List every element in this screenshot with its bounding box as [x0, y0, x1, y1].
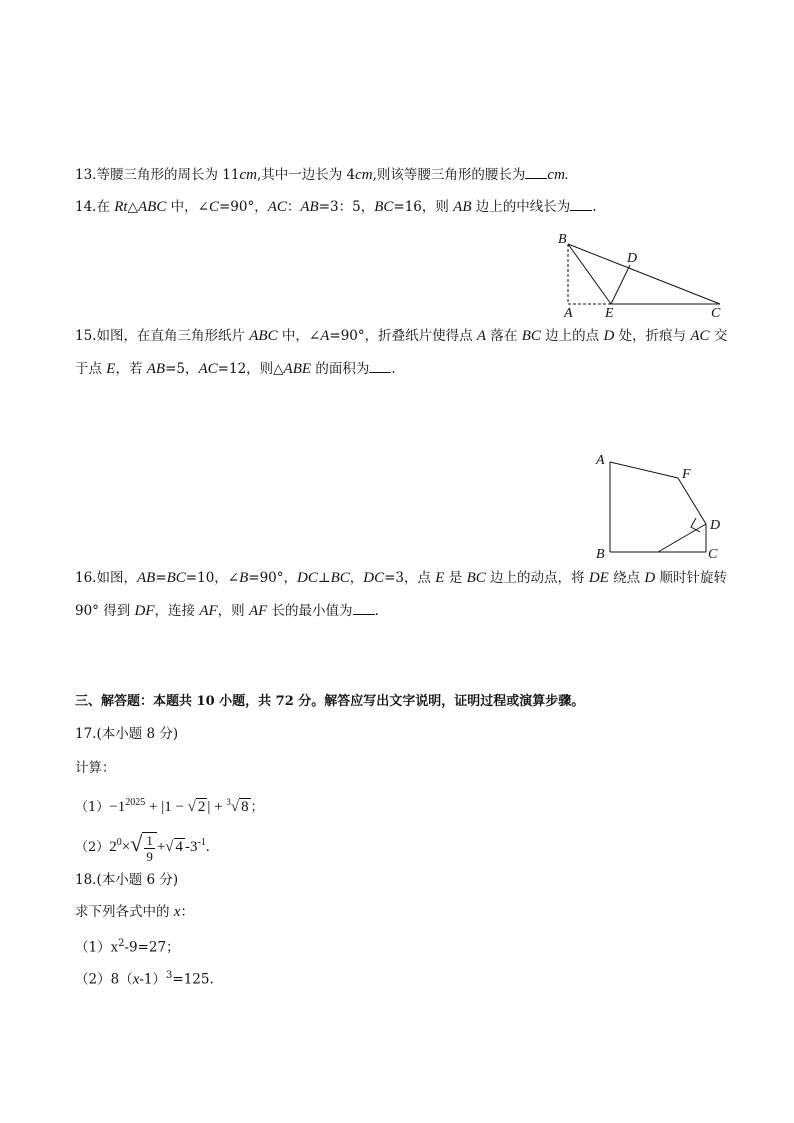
- answer-blank[interactable]: [525, 164, 547, 179]
- q14-text: =3：5，: [318, 199, 375, 215]
- q18-var: x: [173, 904, 181, 920]
- expr: -1）: [139, 971, 167, 988]
- question-15-line-1: [75, 326, 727, 346]
- fraction: [142, 832, 157, 864]
- q16-text: =: [155, 570, 167, 586]
- expr: =125.: [172, 971, 214, 988]
- q15-text: 15.如图，在直角三角形纸片: [75, 328, 250, 344]
- q14-text: =16，则: [393, 199, 454, 215]
- q16-text: 边上的动点，将: [485, 570, 589, 586]
- q15-text: 落在: [486, 328, 522, 344]
- segment-af: [610, 462, 678, 478]
- question-15-line-2: [75, 358, 396, 379]
- label-b: B: [558, 232, 567, 247]
- q16-var: DC: [363, 570, 385, 586]
- q16-text: 顺时针旋转: [655, 570, 728, 586]
- exponent: 2: [118, 938, 125, 949]
- q14-var: BC: [374, 199, 394, 215]
- radicand: 8: [241, 799, 249, 815]
- q14-var: AC: [267, 199, 287, 215]
- sqrt-symbol: √: [130, 831, 143, 856]
- q14-text: .: [592, 199, 597, 215]
- q16-var: E: [435, 570, 445, 586]
- question-18-part-2: [75, 966, 214, 990]
- segment-de: [611, 265, 630, 304]
- expr: +: [156, 839, 166, 855]
- q15-var: A: [476, 328, 487, 344]
- label-c: C: [711, 306, 721, 320]
- q16-var: B: [239, 570, 249, 586]
- expr: | +: [207, 799, 227, 815]
- question-17-prompt: 计算：: [75, 760, 116, 776]
- question-18-prompt: [75, 902, 194, 922]
- q16-var: DF: [134, 603, 155, 619]
- answer-blank[interactable]: [570, 196, 592, 211]
- section-3-heading: 三、解答题：本题共 10 小题，共 72 分。解答应写出文字说明，证明过程或演算步骤。: [75, 694, 585, 709]
- q15-text: 于点: [75, 361, 107, 377]
- label-b: B: [596, 547, 605, 562]
- q15-text: 交: [709, 328, 728, 344]
- q18-text: 求下列各式中的: [75, 904, 174, 920]
- q16-text: =10，∠: [185, 570, 240, 586]
- q16-var: BC: [330, 570, 350, 586]
- q13-unit: cm: [239, 167, 257, 183]
- q16-var: DE: [588, 570, 609, 586]
- q13-text: ,其中一边长为 4: [256, 167, 356, 183]
- q15-var: E: [106, 361, 116, 377]
- q14-text: ：: [286, 199, 301, 215]
- sqrt-symbol: √: [230, 799, 240, 815]
- expr: -9=27；: [124, 939, 180, 956]
- q18-var: x: [132, 971, 140, 988]
- q16-text: ，则: [217, 603, 249, 619]
- q14-text: 中，∠: [166, 199, 209, 215]
- q13-unit: cm: [355, 167, 373, 183]
- question-17-part-1: [75, 792, 264, 818]
- label-e: E: [605, 306, 614, 320]
- q16-text: 长的最小值为: [267, 603, 353, 619]
- segment-de: [658, 524, 706, 552]
- q15-var: AC: [198, 361, 218, 377]
- denominator: 9: [146, 848, 153, 864]
- q13-unit: cm.: [547, 167, 569, 183]
- q15-text: =90°，折叠纸片使得点: [329, 328, 477, 344]
- q16-var: DC: [297, 570, 318, 586]
- q15-var: A: [320, 328, 330, 344]
- q14-text: =90°，: [218, 199, 268, 215]
- part-label: （2）: [75, 840, 110, 855]
- q18-text: ：: [180, 904, 194, 920]
- question-18-part-1: [75, 934, 180, 958]
- q16-text: .: [374, 603, 379, 619]
- question-13: [75, 164, 569, 185]
- question-16-line-2: [75, 600, 379, 621]
- q14-var: ABC: [138, 199, 167, 215]
- question-14: [75, 196, 597, 217]
- exponent: -1: [197, 837, 206, 848]
- segment-fd: [678, 478, 706, 524]
- label-a: A: [596, 453, 605, 468]
- q14-text: 14.在: [75, 199, 115, 215]
- exponent: 3: [166, 970, 173, 981]
- q15-text: 处，折痕与: [614, 328, 691, 344]
- label-c: C: [708, 547, 718, 562]
- q14-var: Rt: [114, 199, 128, 215]
- root-index: 3: [226, 797, 231, 807]
- expr: -3: [185, 839, 198, 855]
- question-17-title: 17.(本小题 8 分): [75, 726, 179, 742]
- q15-text: 边上的点: [540, 328, 604, 344]
- q16-text: ，连接: [154, 603, 200, 619]
- q15-var: ABC: [249, 328, 278, 344]
- q13-text: ,则该等腰三角形的腰长为: [372, 167, 526, 183]
- figure-q16-quadrilateral: [590, 450, 730, 565]
- radicand: 2: [197, 799, 206, 815]
- q15-var: ABE: [283, 361, 312, 377]
- q16-var: BC: [466, 570, 486, 586]
- q15-text: 的面积为: [311, 361, 370, 377]
- label-d: D: [710, 518, 721, 533]
- expr: x: [110, 939, 119, 956]
- expr: ×: [121, 839, 131, 855]
- q15-var: AB: [146, 361, 166, 377]
- part-label: （1）: [75, 939, 111, 956]
- q14-var: AB: [300, 199, 319, 215]
- sqrt-symbol: √: [165, 839, 174, 855]
- answer-blank[interactable]: [369, 358, 391, 373]
- label-a: A: [564, 306, 573, 320]
- q16-var: AF: [199, 603, 218, 619]
- q16-text: 是: [444, 570, 467, 586]
- q16-text: =90°，: [248, 570, 298, 586]
- expr: .: [205, 839, 210, 855]
- q16-var: AB: [136, 570, 156, 586]
- q15-text: =12，则△: [217, 361, 284, 377]
- label-d: D: [627, 251, 638, 266]
- radicand: 4: [175, 839, 184, 855]
- figure-q15-triangle: [550, 228, 730, 320]
- q16-var: BC: [166, 570, 186, 586]
- question-18-title: 18.(本小题 6 分): [75, 872, 179, 888]
- answer-blank[interactable]: [353, 600, 375, 615]
- q16-text: =3，点: [384, 570, 436, 586]
- label-f: F: [682, 467, 691, 482]
- q15-var: D: [603, 328, 615, 344]
- q16-text: ，: [349, 570, 364, 586]
- q15-text: ，若: [115, 361, 147, 377]
- q16-var: D: [644, 570, 656, 586]
- q15-var: AC: [690, 328, 710, 344]
- expr: + |1 −: [145, 799, 188, 815]
- exponent: 0: [116, 837, 122, 848]
- q16-text: 90° 得到: [75, 603, 135, 619]
- expr: ；: [250, 800, 264, 815]
- q15-var: BC: [521, 328, 541, 344]
- question-16-line-1: [75, 568, 727, 588]
- q16-text: 16.如图，: [75, 570, 137, 586]
- q13-text: 13.等腰三角形的周长为 11: [75, 167, 240, 183]
- right-angle-mark: [691, 518, 700, 532]
- part-label: （1）: [75, 800, 110, 815]
- question-17-part-2: [75, 826, 210, 865]
- q14-text: △: [127, 199, 138, 215]
- segment-bc: [568, 244, 720, 304]
- numerator: 1: [146, 832, 153, 848]
- q16-var: AF: [248, 603, 268, 619]
- expr: −1: [109, 799, 126, 815]
- q15-text: .: [391, 361, 396, 377]
- q14-var: AB: [453, 199, 472, 215]
- q14-text: 边上的中线长为: [471, 199, 571, 215]
- q16-text: ⊥: [317, 570, 331, 586]
- q16-text: 绕点: [608, 570, 645, 586]
- part-label: （2）: [75, 971, 111, 988]
- expr: 2: [109, 839, 117, 855]
- q14-var: C: [208, 199, 219, 215]
- exponent: 2025: [125, 797, 146, 808]
- q15-text: =5，: [165, 361, 199, 377]
- expr: 8（: [110, 971, 133, 988]
- sqrt-symbol: √: [187, 799, 196, 815]
- q15-text: 中，∠: [277, 328, 321, 344]
